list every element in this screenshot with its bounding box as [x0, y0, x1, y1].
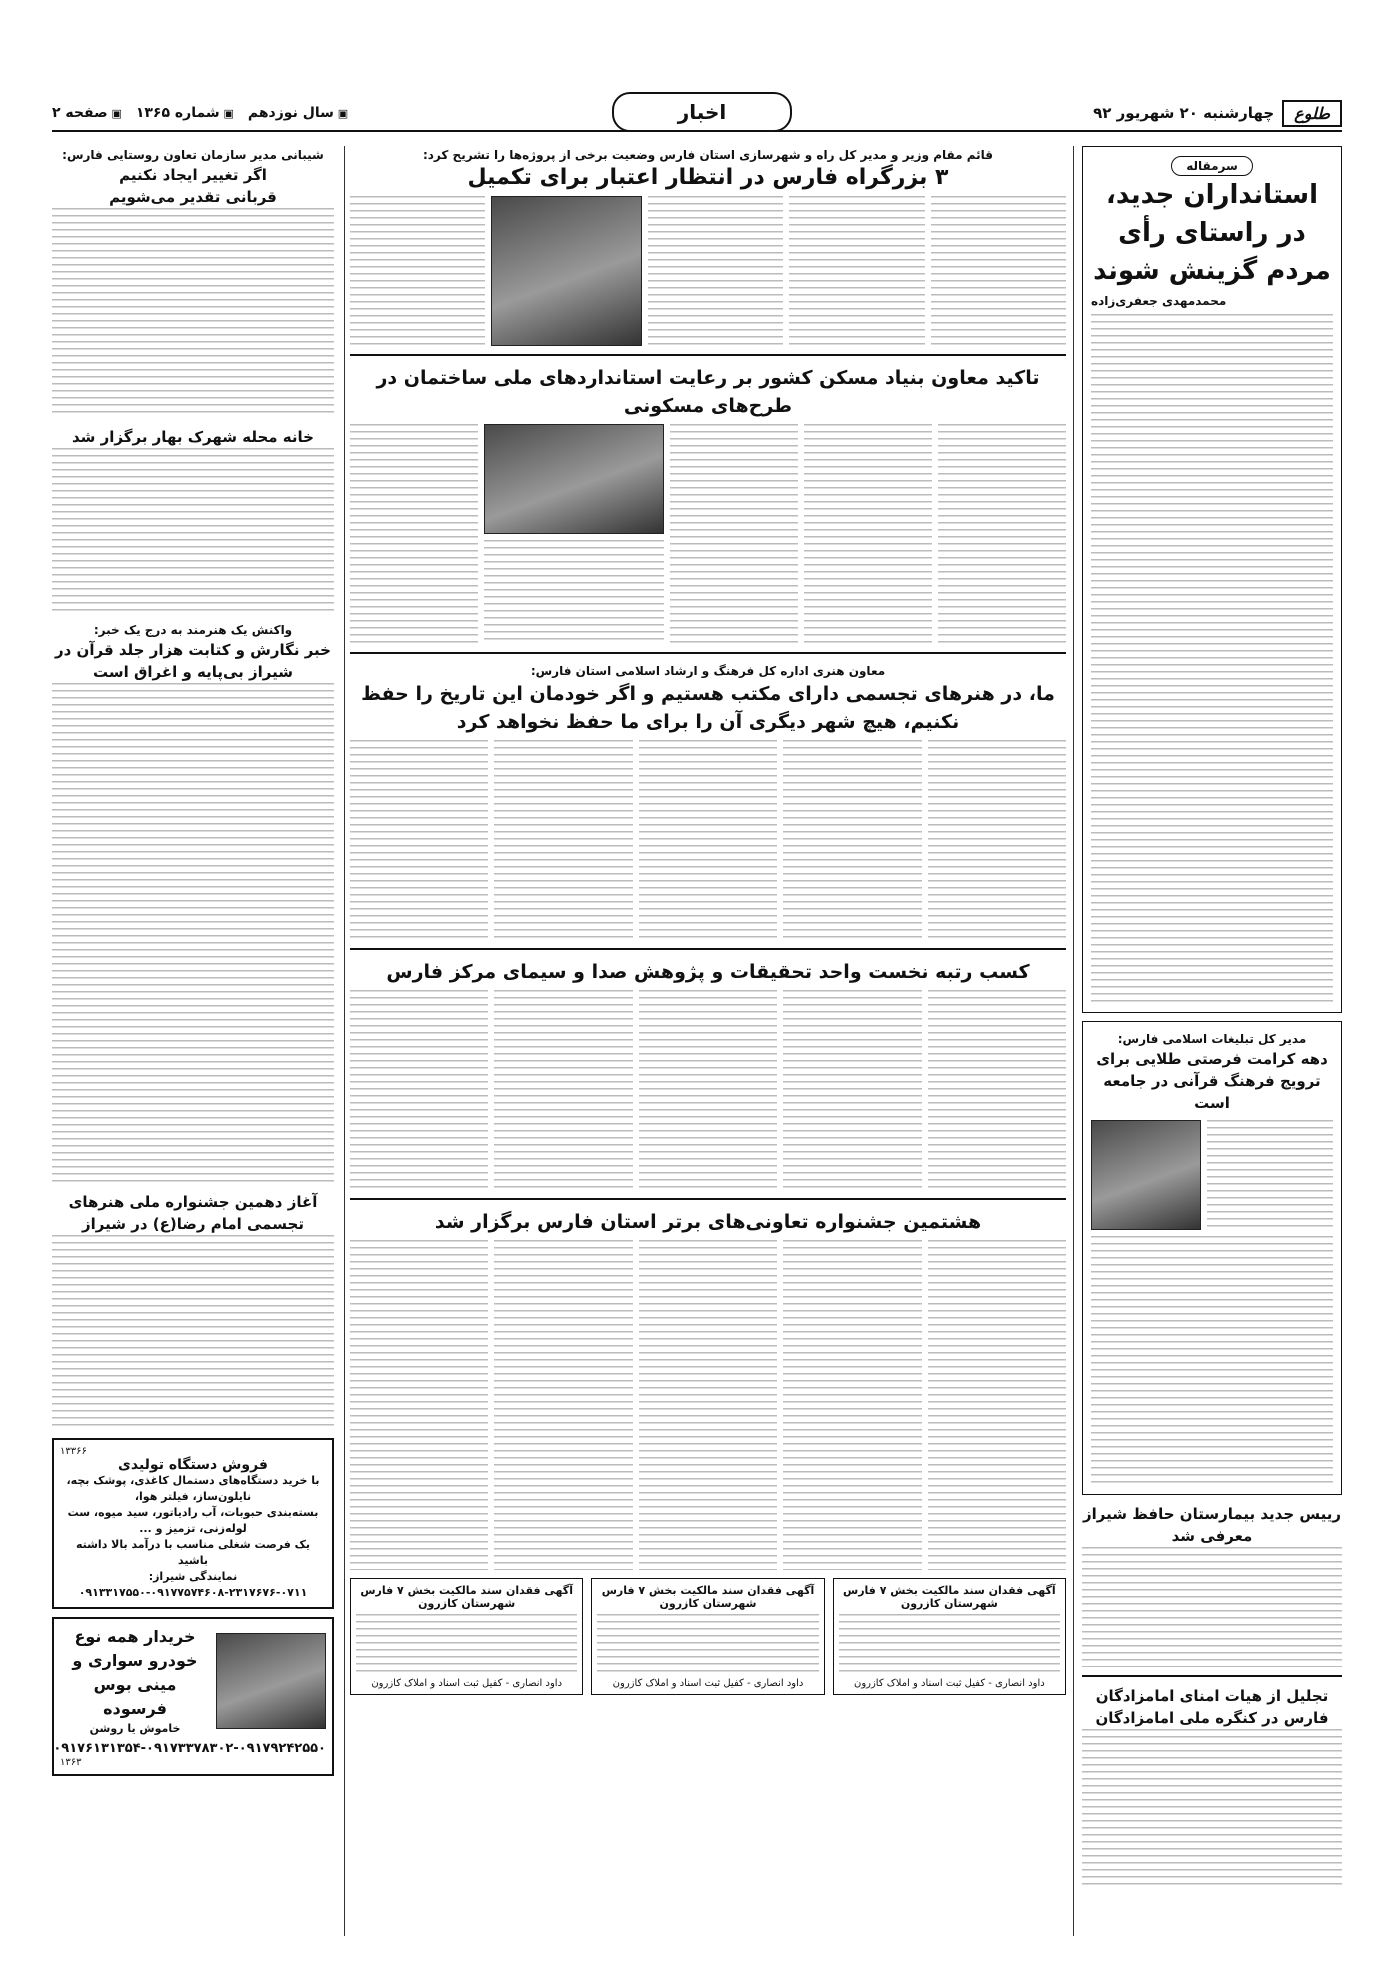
- notice-signature: داود انصاری - کفیل ثبت اسناد و املاک کازرون: [371, 1678, 563, 1689]
- story-title: تجلیل از هیات امنای امامزادگان فارس در کنگره ملی امامزادگان: [1095, 1687, 1329, 1727]
- story-body: [52, 448, 334, 613]
- story-headline: هشتمین جشنواره تعاونی‌های برتر استان فارس برگزار شد: [434, 1211, 982, 1233]
- story-body: [1091, 1236, 1333, 1486]
- story-body: [639, 740, 777, 940]
- portrait-photo: [1091, 1120, 1201, 1230]
- notice-body: [356, 1614, 577, 1674]
- news-photo: [491, 196, 642, 346]
- classified-ad: [52, 1617, 334, 1776]
- classified-ad: [52, 1438, 334, 1609]
- issue-date: چهارشنبه ۲۰ شهریور ۹۲: [1093, 104, 1275, 122]
- story-title: دهه کرامت فرصتی طلایی برای ترویج فرهنگ قرآنی در جامعه است: [1096, 1050, 1328, 1112]
- story-body: [648, 196, 783, 346]
- story-title: رییس جدید بیمارستان حافظ شیراز معرفی شد: [1083, 1505, 1341, 1545]
- ad-title: فروش دستگاه تولیدی: [118, 1457, 268, 1473]
- story-body: [938, 424, 1066, 644]
- masthead: [52, 96, 1342, 132]
- legal-notice: [591, 1578, 824, 1695]
- story-body: [639, 1240, 777, 1570]
- story-body: [804, 424, 932, 644]
- story-body: [783, 740, 921, 940]
- story-body: [350, 196, 485, 346]
- story-body: [52, 1235, 334, 1430]
- story-body: [931, 196, 1066, 346]
- divider: [350, 354, 1066, 356]
- story-kicker: معاون هنری اداره کل فرهنگ و ارشاد اسلامی استان فارس:: [530, 664, 886, 678]
- story-kicker: قائم مقام وزیر و مدیر کل راه و شهرسازی استان فارس وضعیت برخی از پروژه‌ها را تشریح کرد:: [422, 148, 994, 162]
- ad-phone: نمایندگی شیراز: ۰۷۱۱-۲۳۱۷۶۷۶-۰۹۱۷۷۵۷۴۶۰۸-۰۹۱۳۳۱۷۵۵۰: [78, 1570, 308, 1599]
- story-headline: ۳ بزرگراه فارس در انتظار اعتبار برای تکمیل: [467, 165, 949, 190]
- ad-text: با خرید دستگاه‌های دستمال کاغذی، پوشک بچه، نایلون‌ساز، فیلتر هوا،: [66, 1474, 320, 1503]
- story-body: [783, 1240, 921, 1570]
- ad-text: یک فرصت شغلی مناسب با درآمد بالا داشته باشید: [75, 1538, 311, 1567]
- story-body: [928, 740, 1066, 940]
- notice-body: [597, 1614, 818, 1674]
- editorial-box: [1082, 146, 1342, 1013]
- legal-notice: [833, 1578, 1066, 1695]
- editorial-author: محمدمهدی جعفری‌زاده: [1091, 294, 1227, 308]
- right-column: [1082, 146, 1342, 1936]
- story-title: خانه محله شهرک بهار برگزار شد: [72, 428, 314, 446]
- section-title: اخبار: [612, 92, 792, 132]
- volume-year: ▣ سال نوزدهم: [248, 105, 348, 121]
- story-tablighat: [1082, 1021, 1342, 1495]
- story-body: [494, 1240, 632, 1570]
- ad-title: خریدار همه نوع خودرو سواری و مینی بوس فرسوده: [72, 1627, 198, 1718]
- cars-photo: [216, 1633, 326, 1729]
- story-body: [494, 740, 632, 940]
- story-headline: کسب رتبه نخست واحد تحقیقات و پژوهش صدا و سیمای مرکز فارس: [386, 961, 1030, 983]
- story-body: [789, 196, 924, 346]
- story-title: قربانی تقدیر می‌شویم: [109, 188, 277, 206]
- story-body: [1207, 1120, 1333, 1230]
- story-body: [783, 990, 921, 1190]
- middle-column: [350, 146, 1066, 1936]
- story-body: [639, 990, 777, 1190]
- story-title: آغاز دهمین جشنواره ملی هنرهای تجسمی امام رضا(ع) در شیراز: [68, 1193, 318, 1233]
- story-kicker: مدیر کل تبلیغات اسلامی فارس:: [1117, 1032, 1307, 1046]
- notice-title: آگهی فقدان سند مالکیت بخش ۷ فارس شهرستان کازرون: [843, 1584, 1056, 1610]
- ad-text: بسته‌بندی حبوبات، آب رادیاتور، سید میوه، ست لوله‌زنی، تزمیز و ...: [67, 1506, 319, 1535]
- story-body: [350, 990, 488, 1190]
- newspaper-page: [52, 96, 1342, 1936]
- divider: [350, 652, 1066, 654]
- story-body: [484, 540, 663, 644]
- story-kicker: شیبانی مدیر سازمان تعاون روستایی فارس:: [62, 148, 324, 162]
- story-title: خبر نگارش و کتابت هزار جلد قرآن در شیراز بی‌پایه و اغراق است: [55, 641, 331, 681]
- notice-title: آگهی فقدان سند مالکیت بخش ۷ فارس شهرستان کازرون: [360, 1584, 573, 1610]
- page-number: ▣ صفحه ۲: [52, 105, 122, 121]
- notice-title: آگهی فقدان سند مالکیت بخش ۷ فارس شهرستان کازرون: [601, 1584, 815, 1610]
- notice-body: [839, 1614, 1060, 1674]
- story-body: [52, 208, 334, 418]
- newspaper-logo: طلوع: [1282, 100, 1342, 127]
- story-body: [52, 683, 334, 1183]
- story-body: [928, 990, 1066, 1190]
- notice-signature: داود انصاری - کفیل ثبت اسناد و املاک کازرون: [853, 1678, 1045, 1689]
- story-body: [1082, 1729, 1342, 1889]
- editorial-kicker: سرمقاله: [1171, 156, 1253, 176]
- ad-subtitle: خاموش یا روشن: [89, 1722, 181, 1735]
- ad-phone: ۰۹۱۷۶۱۳۱۳۵۴-۰۹۱۷۳۳۷۸۳۰۲-۰۹۱۷۹۲۴۲۵۵۰: [53, 1741, 326, 1756]
- ad-number: ۱۳۳۶۶: [60, 1446, 87, 1457]
- story-body: [1082, 1547, 1342, 1667]
- story-title: اگر تغییر ایجاد نکنیم: [119, 166, 267, 184]
- story-body: [928, 1240, 1066, 1570]
- column-divider: [1073, 146, 1074, 1936]
- editorial-title: استانداران جدید، در راستای رأی مردم گزینش شوند: [1093, 180, 1331, 286]
- ad-number: ۱۳۶۳: [60, 1757, 82, 1768]
- news-photo: [484, 424, 663, 534]
- editorial-body: [1091, 314, 1333, 1004]
- legal-notice: [350, 1578, 583, 1695]
- left-column: [52, 146, 334, 1936]
- story-body: [350, 1240, 488, 1570]
- story-kicker: واکنش یک هنرمند به درج یک خبر:: [93, 623, 293, 637]
- divider: [350, 1198, 1066, 1200]
- story-headline: ما، در هنرهای تجسمی دارای مکتب هستیم و اگر خودمان این تاریخ را حفظ نکنیم، هیچ شهر دیگری آن را برای ما حفظ نخواهد کرد: [361, 683, 1055, 733]
- story-body: [670, 424, 798, 644]
- column-divider: [344, 146, 345, 1936]
- issue-number: ▣ شماره ۱۳۶۵: [136, 105, 234, 121]
- story-headline: تاکید معاون بنیاد مسکن کشور بر رعایت استانداردهای ملی ساختمان در طرح‌های مسکونی: [376, 367, 1040, 417]
- story-body: [350, 424, 478, 644]
- divider: [1082, 1675, 1342, 1677]
- story-body: [494, 990, 632, 1190]
- divider: [350, 948, 1066, 950]
- notice-signature: داود انصاری - کفیل ثبت اسناد و املاک کازرون: [612, 1678, 804, 1689]
- story-body: [350, 740, 488, 940]
